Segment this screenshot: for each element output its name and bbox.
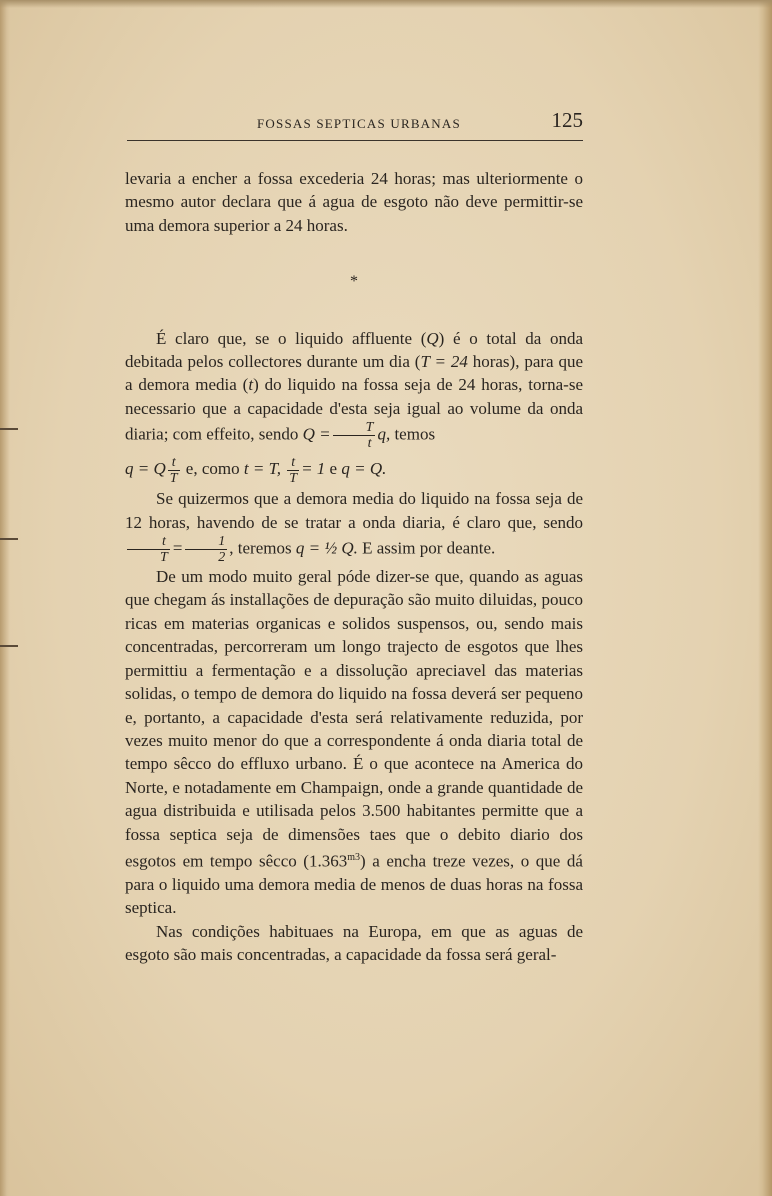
- text-run: , teremos: [229, 538, 296, 558]
- text-run: e, como: [181, 459, 244, 479]
- math-expr: = 1: [301, 459, 326, 479]
- text-run: Se quizermos que a demora media do liquido na fossa seja de 12 horas, havendo de se tratar a onda diaria, é claro que, sendo: [125, 489, 583, 532]
- text-run: E assim por deante.: [357, 538, 496, 558]
- equation-line: [125, 451, 583, 487]
- margin-mark: [0, 428, 18, 430]
- fraction-numerator: T: [333, 420, 376, 436]
- math-var: Q: [426, 328, 439, 348]
- math-expr: q = Q.: [341, 459, 387, 479]
- fraction-numerator: 1: [185, 534, 227, 550]
- math-expr: q = Q: [125, 459, 166, 479]
- math-expr: Q =: [302, 424, 331, 444]
- page-number: 125: [551, 108, 583, 132]
- text-run: e: [325, 459, 342, 479]
- page-edge-top: [0, 0, 772, 8]
- text-run: ) do liquido na fossa seja de 24 horas, torna-se necessario que a capacidade d'esta seja igual ao volume da onda diaria; com effeito, sendo: [125, 375, 583, 444]
- page-edge-right: [758, 0, 772, 1196]
- page-edge-left: [0, 0, 10, 1196]
- fraction-t-over-T: [168, 455, 180, 486]
- section-separator: *: [350, 273, 358, 291]
- unit-superscript: m3: [347, 851, 360, 863]
- math-expr: t = T,: [243, 459, 282, 479]
- fraction-1-over-2: [185, 534, 227, 565]
- paragraph-4: [125, 565, 583, 920]
- math-expr: =: [171, 538, 184, 558]
- text-run: temos: [390, 424, 436, 444]
- fraction-denominator: 2: [218, 550, 226, 566]
- fraction-t-over-T: [287, 455, 299, 486]
- fraction-denominator: T: [160, 550, 168, 566]
- running-title: FOSSAS SEPTICAS URBANAS: [257, 116, 461, 131]
- math-var: t: [248, 375, 254, 395]
- text-run: horas), para que a demora media (: [125, 352, 583, 395]
- paragraph-1: levaria a encher a fossa excederia 24 horas; mas ulteriormente o mesmo autor declara que á agua de esgoto não deve permittir-se uma demora superior a 24 horas.: [125, 169, 583, 235]
- math-expr: q,: [377, 424, 391, 444]
- paragraph-5: Nas condições habituaes na Europa, em que as aguas de esgoto são mais concentradas, a capacidade da fossa será geral-: [125, 921, 583, 965]
- fraction-denominator: T: [169, 470, 178, 486]
- fraction-numerator: t: [168, 455, 180, 471]
- running-header: [127, 108, 583, 141]
- fraction-denominator: t: [367, 436, 372, 452]
- fraction-numerator: t: [287, 455, 299, 471]
- paragraph-3: [125, 487, 583, 565]
- fraction-t-over-T: [127, 534, 170, 565]
- text-run: É claro que, se o liquido affluente (: [156, 328, 427, 348]
- math-expr: T = 24: [420, 352, 468, 372]
- paragraph-2: [125, 327, 583, 452]
- margin-mark: [0, 538, 18, 540]
- text-run: ) a encha treze vezes, o que dá para o liquido uma demora media de menos de duas horas na fossa septica.: [125, 851, 583, 918]
- fraction-denominator: T: [289, 470, 298, 486]
- body-text: [125, 167, 583, 967]
- margin-mark: [0, 645, 18, 647]
- text-run: ) é o total da onda debitada pelos collectores durante um dia (: [125, 328, 583, 372]
- text-run: De um modo muito geral póde dizer-se que, quando as aguas que chegam ás installações de depuração são muito diluidas, pouco ricas em materias organicas e solidos suspensos, ou, sendo mais concentradas, percorreram um longo trajecto de esgotos que lhes permittiu a fermentação e a dissolução apreciavel das materias solidas, o tempo de demora do liquido na fossa deverá ser pequeno e, portanto, a capacidade d'esta será relativamente reduzida, por vezes muito menor do que a correspondente á onda diaria total de tempo sêcco do effluxo urbano. É o que acontece na America do Norte, e notadamente em Champaign, onde a grande quantidade de agua distribuida e utilisada pelos 3.500 habitantes permitte que a fossa septica seja de dimensões taes que o debito diario dos esgotos em tempo sêcco (1.363: [125, 567, 583, 871]
- fraction-T-over-t: [333, 420, 376, 451]
- math-expr: q = ½ Q.: [295, 538, 358, 558]
- fraction-numerator: t: [127, 534, 170, 550]
